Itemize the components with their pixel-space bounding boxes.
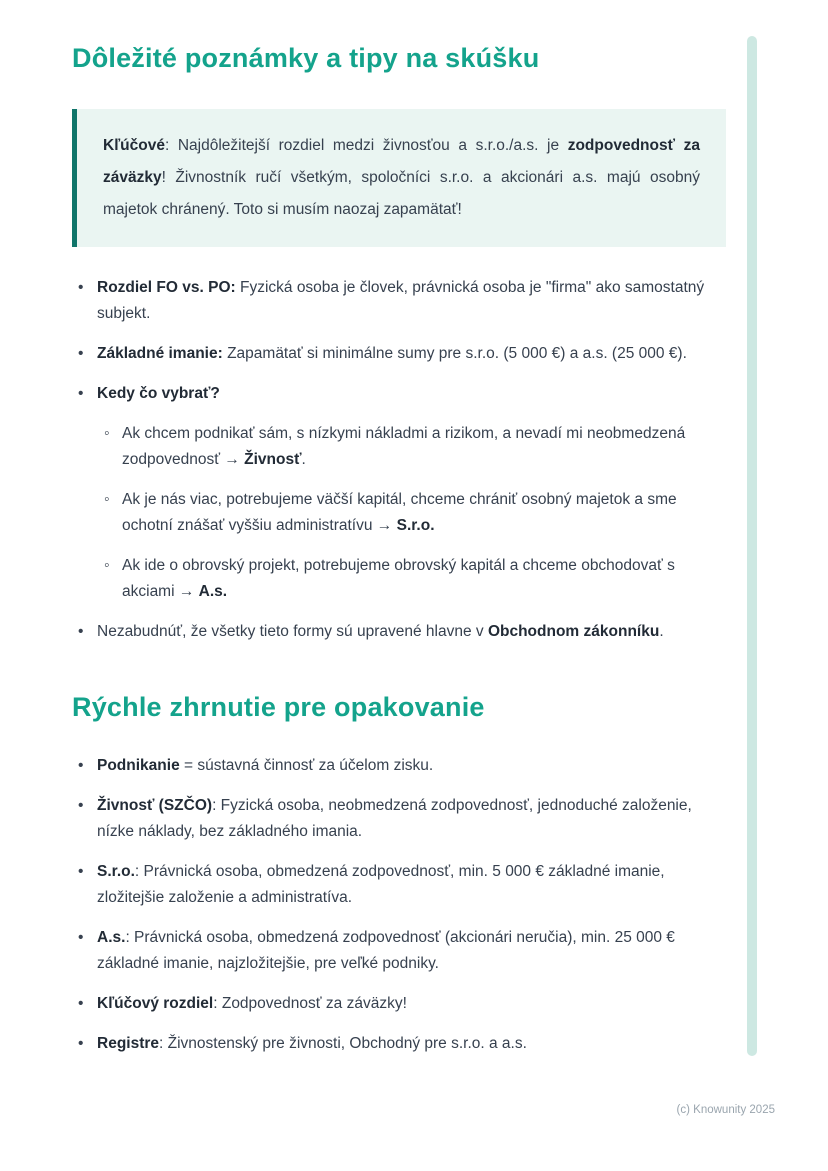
bullet-item xyxy=(72,1031,726,1057)
bullet-item xyxy=(72,991,726,1017)
bullet-text: A.s.: Právnická osoba, obmedzená zodpovednosť (akcionári neručia), min. 25 000 € základné imanie, najzložitejšie, pre veľké podniky. xyxy=(97,928,675,972)
document-content xyxy=(72,0,726,1071)
bullet-item xyxy=(72,275,726,327)
notes-bullet-list xyxy=(72,275,726,645)
key-note-callout xyxy=(72,109,726,247)
bullet-text: Ak ide o obrovský projekt, potrebujeme obrovský kapitál a chceme obchodovať s akciami → A.s. xyxy=(122,556,675,600)
scrollbar-thumb[interactable] xyxy=(747,36,757,1056)
footer-credit: (c) Knowunity 2025 xyxy=(676,1104,775,1116)
choice-sub-list xyxy=(97,421,726,605)
bullet-text: S.r.o.: Právnická osoba, obmedzená zodpovednosť, min. 5 000 € základné imanie, zložitejšie založenie a administratíva. xyxy=(97,862,665,906)
bullet-text: Kedy čo vybrať? xyxy=(97,384,220,402)
sub-bullet-item xyxy=(97,487,726,539)
bullet-item xyxy=(72,381,726,605)
bullet-text: Ak je nás viac, potrebujeme väčší kapitál, chceme chrániť osobný majetok a sme ochotní znášať vyššiu administratívu → S.r.o. xyxy=(122,490,677,534)
bullet-item xyxy=(72,341,726,367)
bullet-text: Živnosť (SZČO): Fyzická osoba, neobmedzená zodpovednosť, jednoduché založenie, nízke náklady, bez základného imania. xyxy=(97,796,692,840)
summary-bullet-list xyxy=(72,753,726,1057)
bullet-item xyxy=(72,619,726,645)
summary-section-title: Rýchle zhrnutie pre opakovanie xyxy=(72,691,485,722)
bullet-text: Kľúčový rozdiel: Zodpovednosť za záväzky! xyxy=(97,994,407,1012)
notes-section-title: Dôležité poznámky a tipy na skúšku xyxy=(72,43,540,73)
bullet-text: Ak chcem podnikať sám, s nízkymi nákladmi a rizikom, a nevadí mi neobmedzená zodpovednosť → Živnosť. xyxy=(122,424,686,468)
bullet-item xyxy=(72,925,726,977)
bullet-item xyxy=(72,859,726,911)
bullet-text: Podnikanie = sústavná činnosť za účelom zisku. xyxy=(97,756,434,774)
sub-bullet-item xyxy=(97,421,726,473)
bullet-text: Nezabudnúť, že všetky tieto formy sú upravené hlavne v Obchodnom zákonníku. xyxy=(97,622,664,640)
sub-bullet-item xyxy=(97,553,726,605)
bullet-text: Rozdiel FO vs. PO: Fyzická osoba je človek, právnická osoba je "firma" ako samostatný subjekt. xyxy=(97,278,705,322)
bullet-item xyxy=(72,793,726,845)
bullet-text: Základné imanie: Zapamätať si minimálne sumy pre s.r.o. (5 000 €) a a.s. (25 000 €). xyxy=(97,344,687,362)
key-note-text: Kľúčové: Najdôležitejší rozdiel medzi živnosťou a s.r.o./a.s. je zodpovednosť za záväzky! Živnostník ručí všetkým, spoločníci s.r.o. a akcionári a.s. majú osobný majetok chránený. Toto si musím naozaj zapamätať! xyxy=(103,136,700,218)
bullet-text: Registre: Živnostenský pre živnosti, Obchodný pre s.r.o. a a.s. xyxy=(97,1034,527,1052)
bullet-item xyxy=(72,753,726,779)
